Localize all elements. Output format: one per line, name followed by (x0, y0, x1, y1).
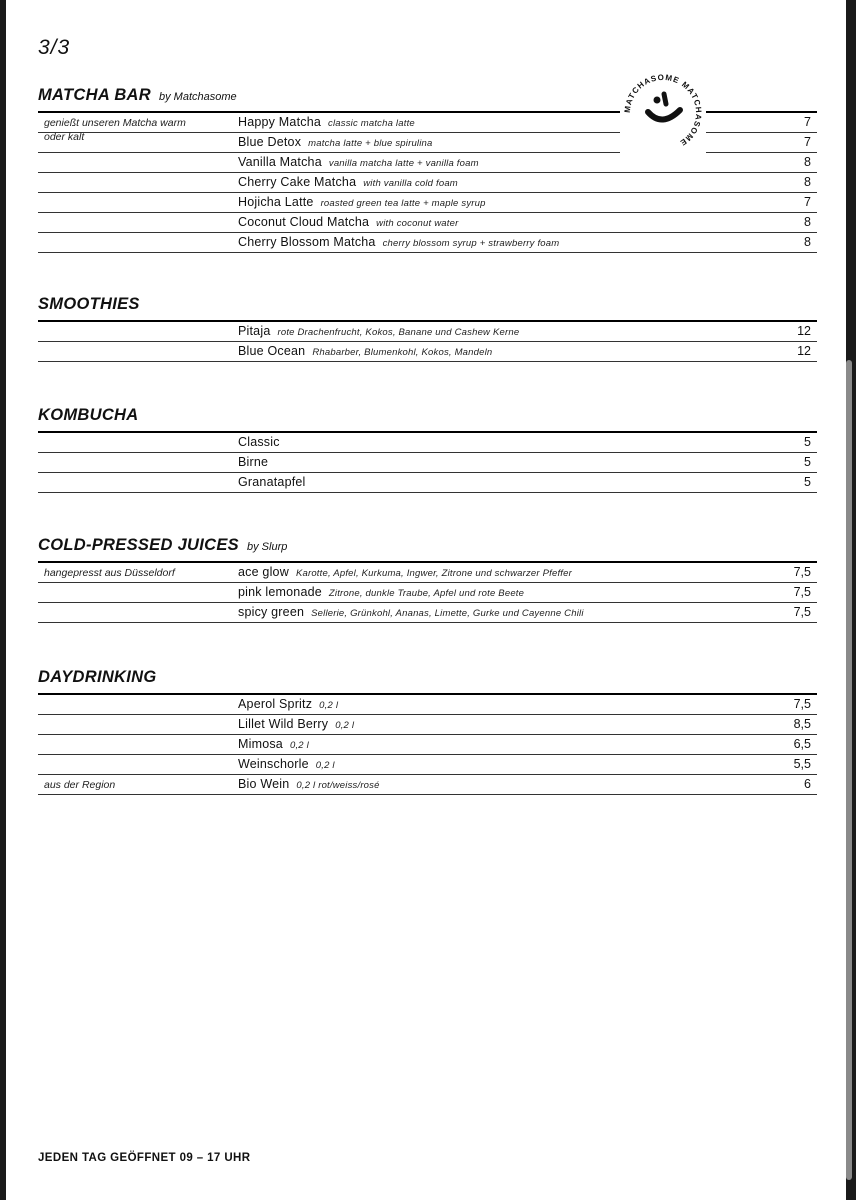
item-name-text: Cherry Cake Matcha (238, 175, 357, 189)
item-price: 5,5 (793, 757, 811, 771)
menu-page (6, 0, 846, 1200)
menu-row (38, 695, 817, 715)
item-price: 7,5 (793, 565, 811, 579)
section-cold-pressed-juices (38, 533, 817, 623)
menu-row (38, 583, 817, 603)
item-price: 5 (804, 455, 811, 469)
item-name-text: pink lemonade (238, 585, 322, 599)
item-name (238, 695, 338, 715)
item-name-text: Weinschorle (238, 757, 309, 771)
menu-row (38, 715, 817, 735)
menu-row (38, 233, 817, 253)
row-note: genießt unseren Matcha warm oder kalt (44, 117, 186, 143)
item-name (238, 133, 433, 153)
item-name (238, 583, 524, 603)
item-price: 6,5 (793, 737, 811, 751)
item-description: classic matcha latte (328, 118, 415, 129)
item-name-text: Happy Matcha (238, 115, 321, 129)
section-heading: KOMBUCHA (38, 406, 139, 424)
item-description: 0,2 l (319, 700, 339, 711)
menu-row (38, 755, 817, 775)
item-price: 7,5 (793, 585, 811, 599)
item-description: 0,2 l rot/weiss/rosé (296, 780, 380, 791)
item-price: 6 (804, 777, 811, 791)
section-title (38, 403, 817, 427)
item-name (238, 173, 458, 193)
item-description: 0,2 l (315, 760, 335, 771)
item-price: 7,5 (793, 697, 811, 711)
item-price: 5 (804, 475, 811, 489)
section-subtitle: by Matchasome (158, 91, 237, 103)
menu-row (38, 735, 817, 755)
item-description: matcha latte + blue spirulina (308, 138, 433, 149)
item-name-text: Bio Wein (238, 777, 290, 791)
item-price: 7 (804, 195, 811, 209)
item-name (238, 775, 380, 795)
item-name (238, 322, 519, 342)
menu-row (38, 473, 817, 493)
item-description: cherry blossom syrup + strawberry foam (382, 238, 560, 249)
item-name (238, 342, 492, 362)
item-name-text: Blue Ocean (238, 344, 306, 358)
item-description: rote Drachenfrucht, Kokos, Banane und Cashew Kerne (277, 327, 520, 338)
menu-row (38, 453, 817, 473)
item-price: 5 (804, 435, 811, 449)
item-name (238, 755, 335, 775)
smiley-logo-icon (620, 70, 706, 156)
section-heading: MATCHA BAR (38, 86, 151, 104)
item-name-text: Lillet Wild Berry (238, 717, 329, 731)
section-daydrinking (38, 665, 817, 795)
section-title (38, 665, 817, 689)
item-price: 8 (804, 235, 811, 249)
item-name (238, 233, 559, 253)
section-heading: DAYDRINKING (38, 668, 157, 686)
item-price: 12 (797, 344, 811, 358)
item-name-text: Cherry Blossom Matcha (238, 235, 376, 249)
item-name (238, 113, 415, 133)
menu-row (38, 322, 817, 342)
section-smoothies (38, 292, 817, 362)
item-name-text: spicy green (238, 605, 305, 619)
section-subtitle: by Slurp (247, 541, 288, 553)
item-description: Sellerie, Grünkohl, Ananas, Limette, Gurke und Cayenne Chili (311, 608, 584, 619)
section-heading: COLD-PRESSED JUICES (38, 536, 239, 554)
opening-hours: JEDEN TAG GEÖFFNET 09 – 17 UHR (38, 1152, 251, 1164)
item-name-text: Blue Detox (238, 135, 302, 149)
item-name-text: ace glow (238, 565, 289, 579)
section-kombucha (38, 403, 817, 493)
svg-text:MATCHASOME MATCHASOME (623, 73, 703, 148)
menu-row (38, 775, 817, 795)
item-price: 7,5 (793, 605, 811, 619)
item-description: Rhabarber, Blumenkohl, Kokos, Mandeln (312, 347, 493, 358)
item-description: with vanilla cold foam (363, 178, 458, 189)
section-heading: SMOOTHIES (38, 295, 140, 313)
item-name (238, 563, 572, 583)
item-description: Karotte, Apfel, Kurkuma, Ingwer, Zitrone und schwarzer Pfeffer (295, 568, 572, 579)
menu-row (38, 173, 817, 193)
item-price: 8,5 (793, 717, 811, 731)
matchasome-logo (620, 70, 706, 156)
item-name-text: Hojicha Latte (238, 195, 314, 209)
item-description: 0,2 l (335, 720, 355, 731)
item-name (238, 153, 479, 173)
row-note: hangepresst aus Düsseldorf (44, 567, 175, 579)
section-title (38, 533, 817, 557)
item-name-text: Mimosa (238, 737, 283, 751)
scrollbar-thumb[interactable] (846, 360, 852, 1180)
item-name-text: Vanilla Matcha (238, 155, 322, 169)
item-price: 8 (804, 215, 811, 229)
item-name (238, 213, 458, 233)
menu-row (38, 603, 817, 623)
section-title (38, 292, 817, 316)
menu-row (38, 342, 817, 362)
item-description: roasted green tea latte + maple syrup (320, 198, 486, 209)
item-name (238, 715, 354, 735)
item-price: 8 (804, 155, 811, 169)
item-price: 7 (804, 115, 811, 129)
item-description: with coconut water (376, 218, 459, 229)
item-name (238, 603, 584, 623)
item-name (238, 735, 309, 755)
item-name: Granatapfel (238, 475, 306, 489)
item-price: 12 (797, 324, 811, 338)
menu-row (38, 193, 817, 213)
item-name: Birne (238, 455, 269, 469)
item-description: Zitrone, dunkle Traube, Apfel und rote Beete (328, 588, 525, 599)
menu-row (38, 213, 817, 233)
logo-text: MATCHASOME MATCHASOME (622, 72, 704, 148)
menu-row (38, 563, 817, 583)
item-name-text: Aperol Spritz (238, 697, 313, 711)
item-price: 7 (804, 135, 811, 149)
item-price: 8 (804, 175, 811, 189)
item-description: vanilla matcha latte + vanilla foam (328, 158, 479, 169)
menu-row (38, 433, 817, 453)
page-number: 3/3 (38, 36, 71, 59)
item-name (238, 193, 486, 213)
item-description: 0,2 l (289, 740, 309, 751)
item-name-text: Pitaja (238, 324, 271, 338)
item-name-text: Coconut Cloud Matcha (238, 215, 370, 229)
item-name: Classic (238, 435, 280, 449)
row-note: aus der Region (44, 779, 116, 791)
